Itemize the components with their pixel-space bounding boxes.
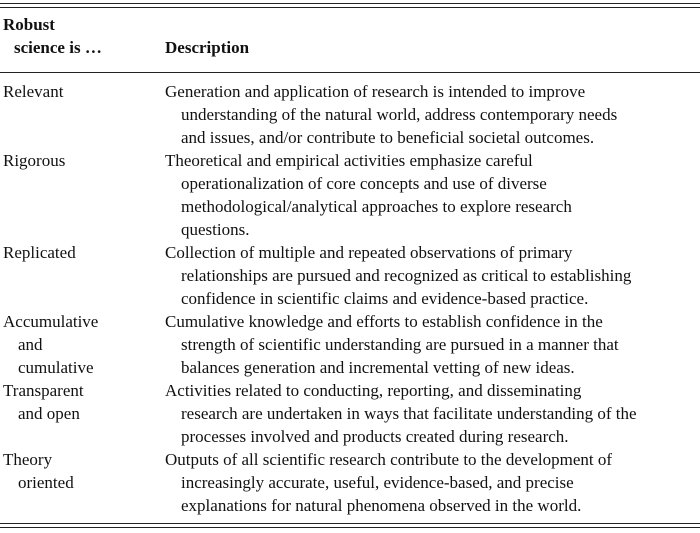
column-header-description: Description [165, 38, 250, 57]
row-term [3, 448, 153, 494]
row-term [3, 80, 153, 103]
row-term-line: oriented [18, 473, 74, 492]
row-description-line: balances generation and incremental vetting of new ideas. [181, 358, 575, 377]
row-term [3, 379, 153, 425]
row-term [3, 149, 153, 172]
row-description [165, 241, 700, 310]
row-description-line: Activities related to conducting, reporting, and disseminating [165, 381, 582, 400]
header-rule [0, 72, 700, 73]
row-description-line: Cumulative knowledge and efforts to establish confidence in the [165, 312, 603, 331]
row-description-line: Collection of multiple and repeated observations of primary [165, 243, 573, 262]
row-description-line: increasingly accurate, useful, evidence-based, and precise [181, 473, 574, 492]
row-description-line: understanding of the natural world, address contemporary needs [181, 105, 618, 124]
row-description [165, 379, 700, 448]
bottom-rule-outer [0, 527, 700, 528]
row-description [165, 149, 700, 241]
top-rule-outer [0, 3, 700, 4]
row-description-line: and issues, and/or contribute to beneficial societal outcomes. [181, 128, 595, 147]
row-description-line: methodological/analytical approaches to explore research [181, 197, 572, 216]
row-description-line: confidence in scientific claims and evidence-based practice. [181, 289, 589, 308]
row-term-line: cumulative [18, 358, 94, 377]
top-rule-inner [0, 7, 700, 8]
row-term [3, 241, 153, 264]
row-term [3, 310, 153, 379]
row-term-line: Replicated [3, 243, 76, 262]
row-description-line: Generation and application of research is intended to improve [165, 82, 586, 101]
row-term-line: and [18, 335, 43, 354]
row-description [165, 80, 700, 149]
column-header-robust-science [3, 13, 158, 59]
row-description [165, 310, 700, 379]
row-term-line: Relevant [3, 82, 64, 101]
row-description-line: explanations for natural phenomena observed in the world. [181, 496, 582, 515]
row-description-line: strength of scientific understanding are pursued in a manner that [181, 335, 619, 354]
row-term-line: Transparent [3, 381, 84, 400]
row-term-line: Theory [3, 450, 53, 469]
column-header-line: Robust [3, 15, 55, 34]
row-description-line: relationships are pursued and recognized as critical to establishing [181, 266, 632, 285]
row-term-line: and open [18, 404, 80, 423]
row-description-line: research are undertaken in ways that facilitate understanding of the [181, 404, 637, 423]
row-description-line: operationalization of core concepts and use of diverse [181, 174, 547, 193]
row-description-line: questions. [181, 220, 250, 239]
row-description [165, 448, 700, 517]
row-description-line: processes involved and products created during research. [181, 427, 569, 446]
row-term-line: Accumulative [3, 312, 99, 331]
row-description-line: Theoretical and empirical activities emphasize careful [165, 151, 533, 170]
bottom-rule-inner [0, 523, 700, 524]
row-description-line: Outputs of all scientific research contribute to the development of [165, 450, 613, 469]
column-header-line: science is … [14, 38, 102, 57]
row-term-line: Rigorous [3, 151, 66, 170]
